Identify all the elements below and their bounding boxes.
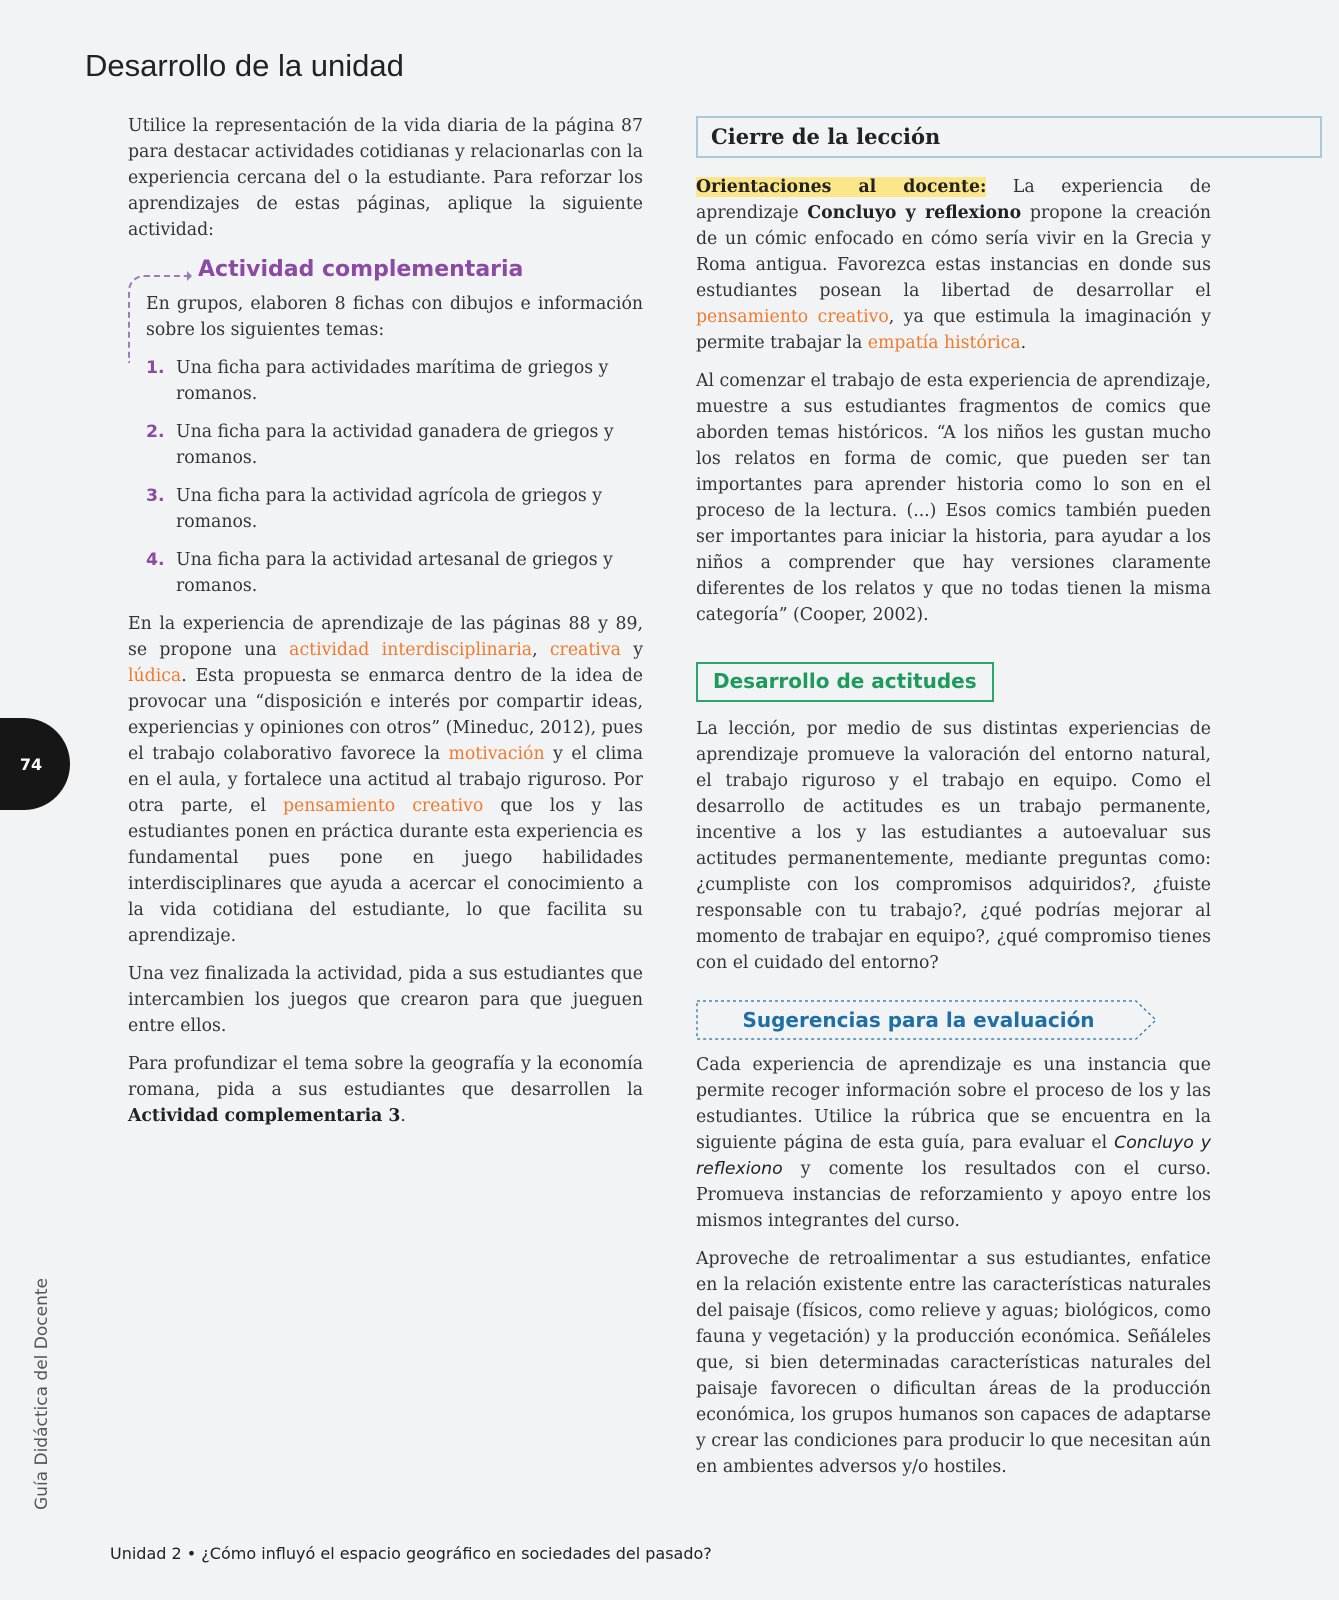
activity-list: [128, 355, 643, 599]
page-title: Desarrollo de la unidad: [85, 48, 404, 83]
intro-paragraph: Utilice la representación de la vida diaria de la página 87 para destacar actividades cotidianas y relacionarlas con la experiencia cercana del o la estudiante. Para reforzar los aprendizajes de estas páginas, aplique la siguiente actividad:: [128, 116, 643, 240]
actitudes-paragraph: La lección, por medio de sus distintas experiencias de aprendizaje promueve la valoración del entorno natural, el trabajo riguroso y el trabajo en equipo. Como el desarrollo de actitudes es un trabajo permanente, incentive a los y las estudiantes a autoevaluar sus actitudes permanentemente, mediante preguntas como: ¿cumpliste con los compromisos adquiridos?, ¿fuiste responsable con tu trabajo?, ¿qué podrías mejorar al momento de trabajar en equipo?, ¿qué compromiso tienes con el cuidado del entorno?: [696, 719, 1211, 973]
list-item: [146, 483, 643, 535]
actitudes-title: Desarrollo de actitudes: [713, 669, 977, 693]
text-segment: ,: [532, 640, 550, 660]
highlight-term: empatía histórica: [867, 333, 1021, 353]
right-column: [696, 116, 1211, 1492]
text-segment: que los y las estudiantes ponen en práctica durante esta experiencia es fundamental pues pone en juego habilidades interdisciplinares que ayuda a acercar el conocimiento a la vida cotidiana del estudiante, lo que facilita su aprendizaje.: [128, 796, 644, 946]
list-number: 1.: [146, 358, 165, 378]
text-segment: .: [1020, 333, 1027, 353]
text-segment: . Esta propuesta se enmarca dentro de la idea de provocar una “disposición e interés por compartir ideas, experiencias y opiniones con otros” (Mineduc, 2012), pues el trabajo colaborativo favorece la: [128, 666, 643, 764]
comics-paragraph: Al comenzar el trabajo de esta experiencia de aprendizaje, muestre a sus estudiantes fragmentos de comics que aborden temas históricos. “A los niños les gustan mucho los relatos en forma de comic, que pueden ser tan importantes para aprender historia como lo son en el proceso de la lectura. (...) Esos comics también pueden ser importantes para iniciar la historia, para ayudar a los niños a comprender que hay versiones claramente diferentes de los relatos y que no todas tienen la misma categoría” (Cooper, 2002).: [696, 371, 1211, 625]
list-text: Una ficha para actividades marítima de griegos y romanos.: [176, 358, 609, 404]
highlight-term: lúdica: [128, 666, 182, 686]
actitudes-header: [696, 662, 994, 702]
list-item: [146, 547, 643, 599]
page-number: 74: [19, 754, 43, 774]
side-label: Guía Didáctica del Docente: [32, 1278, 52, 1510]
orientaciones-tag: Orientaciones al docente:: [696, 177, 987, 197]
highlight-term: actividad interdisciplinaria: [289, 640, 533, 660]
list-text: Una ficha para la actividad ganadera de griegos y romanos.: [176, 422, 614, 468]
activity-title: Actividad complementaria: [198, 257, 524, 282]
text-segment: En la experiencia de aprendizaje de las páginas 88 y 89, se propone una: [128, 614, 643, 660]
cierre-title: Cierre de la lección: [711, 124, 941, 149]
text-segment: y comente los resultados con el curso. Promueva instancias de reforzamiento y apoyo entre los mismos integrantes del curso.: [696, 1159, 1211, 1231]
page-footer: Unidad 2 • ¿Cómo influyó el espacio geográfico en sociedades del pasado?: [110, 1544, 712, 1563]
sugerencias-header: [696, 1000, 1158, 1040]
text-segment: Cada experiencia de aprendizaje es una instancia que permite recoger información sobre el proceso de los y las estudiantes. Utilice la rúbrica que se encuentra en la siguiente página de esta guía, para evaluar el: [696, 1055, 1211, 1153]
activity-block: [128, 257, 643, 599]
list-text: Una ficha para la actividad artesanal de griegos y romanos.: [176, 550, 613, 596]
text-segment: , ya que estimula la imaginación y permite trabajar la: [696, 307, 1211, 353]
list-number: 4.: [146, 550, 165, 570]
left-column: [128, 113, 643, 1141]
text-segment: y el clima en el aula, y fortalece una actitud al trabajo riguroso. Por otra parte, el: [128, 744, 644, 816]
highlight-term: pensamiento creativo: [282, 796, 484, 816]
orientaciones-paragraph: [696, 174, 1211, 356]
dashed-bracket-icon: [128, 275, 190, 363]
text-segment: .: [400, 1106, 406, 1126]
list-number: 3.: [146, 486, 165, 506]
list-item: [146, 419, 643, 471]
interdisciplinary-paragraph: [128, 611, 643, 949]
text-segment: propone la creación de un cómic enfocado en cómo sería vivir en la Grecia y Roma antigua. Favorezca estas instancias en donde sus estudiantes posean la libertad de desarrollar el: [696, 203, 1211, 301]
page-number-tab: [0, 718, 70, 810]
exchange-paragraph: Una vez finalizada la actividad, pida a sus estudiantes que intercambien los juegos que crearon para que jueguen entre ellos.: [128, 964, 643, 1036]
cierre-header: [696, 116, 1322, 158]
text-segment: Para profundizar el tema sobre la geografía y la economía romana, pida a sus estudiantes que desarrollen la: [128, 1054, 643, 1100]
list-text: Una ficha para la actividad agrícola de griegos y romanos.: [176, 486, 603, 532]
retroalimentar-paragraph: Aproveche de retroalimentar a sus estudiantes, enfatice en la relación existente entre las características naturales del paisaje (físicos, como relieve y aguas; biológicos, como fauna y vegetación) y la producción económica. Señáleles que, si bien determinadas características naturales del paisaje favorecen o dificultan áreas de la producción económica, los grupos humanos son capaces de adaptarse y crear las condiciones para producir lo que necesitan aún en ambientes adversos y/o hostiles.: [696, 1249, 1211, 1477]
list-number: 2.: [146, 422, 165, 442]
section-reference: Concluyo y reflexiono: [807, 203, 1022, 223]
activity-intro: En grupos, elaboren 8 fichas con dibujos e información sobre los siguientes temas:: [146, 294, 643, 340]
activity-reference: Actividad complementaria 3: [128, 1106, 401, 1126]
text-segment: La experiencia de aprendizaje: [696, 177, 1211, 223]
list-item: [146, 355, 643, 407]
deepen-paragraph: [128, 1051, 643, 1129]
highlight-term: pensamiento creativo: [696, 307, 889, 327]
text-segment: y: [620, 640, 643, 660]
section-reference: Concluyo y reflexiono: [696, 1133, 1211, 1179]
sugerencias-title: Sugerencias para la evaluación: [742, 1008, 1095, 1032]
highlight-term: motivación: [448, 744, 545, 764]
highlight-term: creativa: [549, 640, 621, 660]
evaluacion-paragraph: [696, 1052, 1211, 1234]
